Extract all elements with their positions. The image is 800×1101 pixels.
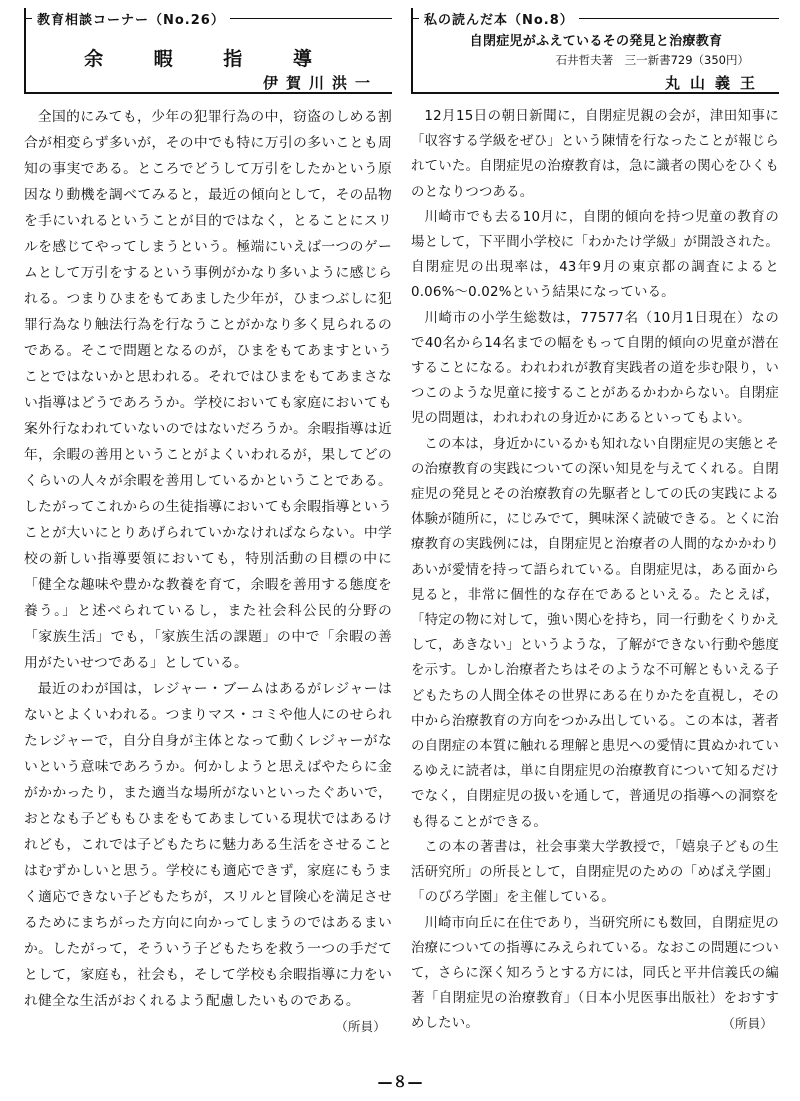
- paragraph-text: 川崎市向丘に在住であり，当研究所にも数回，自閉症児の治療についての指導にみえられている。なおこの問題について，さらに深く知ろうとする方には，同氏と平井信義氏の編著「自閉症児の治療教育」（日本小児医事出版社）をおすすめしたい。: [411, 915, 779, 1032]
- paragraph: この本の著書は，社会事業大学教授で，「嬉泉子どもの生活研究所」の所長として，自閉症児のための「めばえ学園」「のびろ学園」を主催している。: [411, 839, 779, 906]
- paragraph: [24, 676, 392, 1034]
- series-label: 教育相談コーナー（No.26）: [32, 9, 230, 28]
- article-title: 余 暇 指 導: [84, 48, 334, 70]
- review-author: 丸山義王: [664, 74, 765, 92]
- right-header-box: [411, 8, 779, 94]
- series-label: 私の読んだ本（No.8）: [419, 9, 579, 28]
- paragraph-text: 最近のわが国は，レジャー・ブームはあるがレジャーはないとよくいわれる。つまりマス・コミや他人にのせられたレジャーで，自分自身が主体となって動くレジャーがないという意味であろうか。何かしようと思えばやたらに金がかかったり，また適当な場所がないといったぐあいで，おとなも子どももひまをもてあましている現状ではあるけれども，これでは子どもたちに魅力ある生活をさせることはむずかしいと思う。学校にも適応できず，家庭にもうまく適応できない子どもたちが，スリルと冒険心を満足させるためにまちがった方向に向かってしまうのではあるまいか。したがって，そういう子どもたちを救う一つの手だてとして，家庭も，社会も，そして学校も余暇指導に力をいれ健全な生活がおくれるよう配慮したいものである。: [24, 681, 392, 1009]
- paragraph: 川崎市の小学生総数は，77577名（10月1日現在）なので40名から14名までの幅をもって自閉的傾向の児童が潜在することになる。われわれが教育実践者の道を歩む限り，いつこのような児童に接することがあるかわからない。自閉症児の問題は，われわれの身近かにあるといってもよい。: [411, 310, 779, 427]
- author-note: （所員）: [722, 1016, 773, 1032]
- review-body: [411, 104, 779, 1037]
- paragraph: 川崎市でも去る10月に，自閉的傾向を持つ児童の教育の場として，下平間小学校に「わかたけ学級」が開設された。自閉症児の出現率は，43年9月の東京都の調査によると0.06%〜0.02%という結果になっている。: [411, 209, 779, 301]
- left-header-box: [24, 8, 392, 94]
- left-column: [24, 8, 392, 1040]
- article-body: [24, 104, 392, 1034]
- paragraph: この本は，身近かにいるかも知れない自閉症児の実態とその治療教育の実践についての深い知見を与えてくれる。自閉症児の発見とその治療教育の先駆者としての氏の実践による体験が随所に，にじみでて，興味深く読破できる。とくに治療教育の実践例には，自閉症児と治療者の人間的なかかわりあいが愛情を持って語られている。自閉症児は，ある面から見ると，非常に個性的な存在であるといえる。たとえば，「特定の物に対して，強い関心を持ち，同一行動をくりかえして，あきない」というような，了解ができない行動や態度を示す。しかし治療者たちはそのような不可解ともいえる子どもたちの人間全体その世界にある在りかたを直視し，その中から治療教育の方向をつかみ出している。この本は，著者の自閉症の本質に触れる理解と患児への愛情に貫ぬかれているゆえに読者は，単に自閉症児の治療教育について知るだけでなく，自閉症児の扱いを通して，普通児の指導への洞察をも得ることができる。: [411, 436, 779, 830]
- book-info: 石井哲夫著 三一新書729（350円）: [555, 53, 749, 67]
- right-column: [411, 8, 779, 1037]
- book-title: 自閉症児がふえているその発見と治療教育: [469, 34, 723, 49]
- page-number: —８—: [377, 1073, 423, 1091]
- paragraph: [411, 911, 779, 1037]
- author-note: （所員）: [335, 1019, 386, 1034]
- paragraph: 全国的にみても，少年の犯罪行為の中，窃盗のしめる割合が相変らず多いが，その中でも特に万引の多いことも周知の事実である。ところでどうして万引をしたかという原因なり動機を調べてみると，最近の傾向として，その品物を手にいれるということが目的ではなく，とることにスリルを感じてやってしまうという。極端にいえば一つのゲームとして万引をするという事例がかなり多いように感じられる。つまりひまをもてあました少年が，ひまつぶしに犯罪行為なり触法行為を行なうことがかなり多く見られるのである。そこで問題となるのが，ひまをもてあますということではないかと思われる。それではひまをもてあまさない指導はどうであろうか。学校においても家庭においても案外行なわれていないのではないだろうか。余暇指導は近年，余暇の善用ということがよくいわれるが，果してどのくらいの人々が余暇を善用しているかということである。したがってこれからの生徒指導においても余暇指導ということが大いにとりあげられていかなければならない。中学校の新しい指導要領においても，特別活動の目標の中に「健全な趣味や豊かな教養を育て，余暇を善用する態度を養う。」と述べられているし，また社会科公民的分野の「家族生活」でも，「家族生活の課題」の中で「余暇の善用がたいせつである」としている。: [24, 109, 392, 671]
- article-author: 伊賀川洪一: [262, 74, 378, 92]
- paragraph: 12月15日の朝日新聞に，自閉症児親の会が，津田知事に「収容する学級をぜひ」という陳情を行なったことが報じられていた。自閉症児の治療教育は，急に識者の関心をひくものとなりつつある。: [411, 109, 779, 200]
